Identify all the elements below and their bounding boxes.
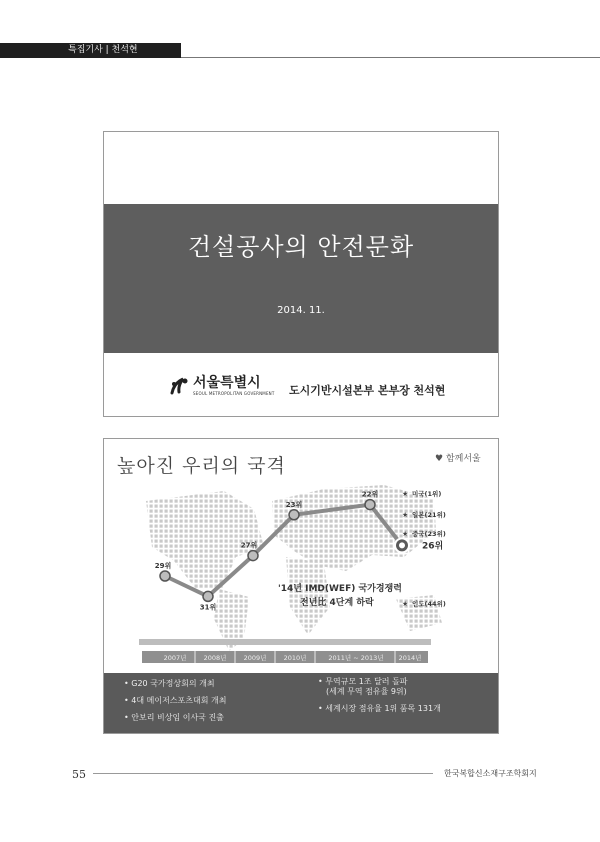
axis-tick-label: 2014년 bbox=[398, 654, 422, 662]
data-label: 31위 bbox=[199, 603, 217, 612]
slide-date: 2014. 11. bbox=[277, 305, 325, 316]
data-point bbox=[365, 500, 375, 510]
axis-tick-label: 2008년 bbox=[203, 654, 227, 662]
logo-korean-name: 서울특별시 bbox=[193, 375, 261, 391]
bullet-left-3: • 안보리 비상임 이사국 진출 bbox=[124, 713, 224, 722]
bullet-right-2: • 세계시장 점유율 1위 품목 131개 bbox=[318, 704, 441, 713]
year-axis bbox=[139, 639, 431, 663]
axis-tick-label: 2007년 bbox=[163, 654, 187, 662]
hamkke-seoul-badge bbox=[435, 451, 481, 464]
data-label: 29위 bbox=[154, 562, 172, 570]
data-label: 26위 bbox=[422, 541, 444, 552]
slide2-title: 높아진 우리의 국격 bbox=[117, 455, 286, 477]
data-label: 27위 bbox=[240, 541, 258, 550]
data-point bbox=[160, 571, 170, 581]
data-point bbox=[248, 551, 258, 561]
achievements-panel bbox=[104, 673, 498, 734]
data-label: 22위 bbox=[361, 490, 379, 499]
bullet-right-1-sub: (세계 무역 점유율 9위) bbox=[326, 687, 407, 696]
axis-tick-label: 2010년 bbox=[283, 654, 307, 662]
page-number: 55 bbox=[72, 768, 86, 781]
slide-title: 건설공사의 안전문화 bbox=[187, 233, 415, 261]
bullet-left-2: • 4대 메이저스포츠대회 개최 bbox=[124, 696, 227, 705]
annotation-line-2: 전년比 4단계 하락 bbox=[300, 598, 374, 608]
flag-center bbox=[399, 542, 405, 548]
legend-label: 중국(23위) bbox=[412, 530, 446, 538]
logo-english-name: SEOUL METROPOLITAN GOVERNMENT bbox=[193, 391, 275, 396]
title-band bbox=[104, 204, 498, 353]
annotation-line-1: '14년 IMD(WEF) 국가경쟁력 bbox=[278, 584, 402, 594]
data-point bbox=[289, 510, 299, 520]
title-slide bbox=[103, 131, 499, 417]
legend-label: 미국(1위) bbox=[412, 490, 442, 498]
star-icon: ★ bbox=[402, 600, 409, 608]
star-icon: ★ bbox=[402, 490, 409, 498]
legend-label: 인도(44위) bbox=[412, 600, 446, 608]
legend-label: 일본(21위) bbox=[412, 511, 446, 519]
axis-bar-top bbox=[139, 639, 431, 645]
bullet-right-1: • 무역규모 1조 달러 돌파 bbox=[318, 677, 408, 686]
ranking-slide bbox=[103, 438, 499, 734]
seoul-emblem-icon bbox=[168, 375, 190, 397]
data-point bbox=[203, 591, 213, 601]
data-label: 23위 bbox=[285, 500, 303, 509]
heart-icon: ♥ bbox=[435, 454, 444, 464]
star-icon: ★ bbox=[402, 530, 409, 538]
presenter-line: 도시기반시설본부 본부장 천석현 bbox=[289, 384, 446, 397]
star-icon: ★ bbox=[402, 511, 409, 519]
journal-name: 한국복합신소재구조학회지 bbox=[444, 769, 537, 778]
bullet-left-1: • G20 국가정상회의 개최 bbox=[124, 679, 215, 688]
header-rule bbox=[181, 57, 600, 58]
section-header-tab: 특집기사 | 천석현 bbox=[0, 43, 181, 58]
axis-tick-label: 2009년 bbox=[243, 654, 267, 662]
footer-rule bbox=[93, 773, 433, 774]
axis-tick-label: 2011년 ~ 2013년 bbox=[328, 654, 384, 662]
badge-text: 함께서울 bbox=[445, 454, 481, 464]
seoul-logo bbox=[168, 375, 275, 397]
